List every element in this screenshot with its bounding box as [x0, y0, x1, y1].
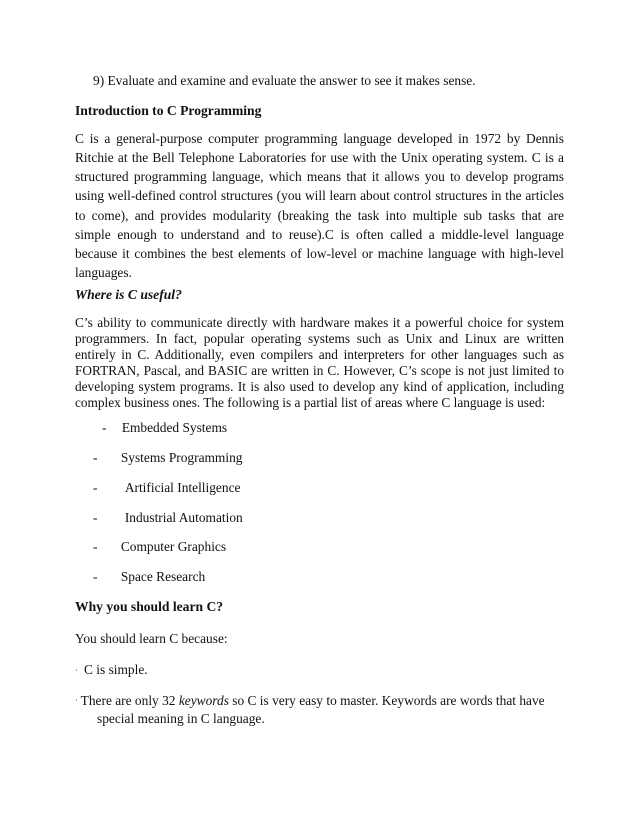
- bullet-dot: ·: [75, 696, 78, 706]
- list-dash: -: [93, 569, 98, 584]
- bullet-dot: ·: [75, 666, 78, 676]
- list-item: [93, 480, 240, 496]
- list-item-label: Embedded Systems: [121, 420, 228, 435]
- list-dash: -: [102, 420, 107, 435]
- keywords-emphasis: keywords: [178, 693, 229, 708]
- reason-simple: [75, 662, 148, 678]
- intro-heading: Introduction to C Programming: [75, 103, 262, 118]
- why-heading: Why you should learn C?: [75, 599, 224, 614]
- list-item-label: Computer Graphics: [120, 539, 227, 554]
- list-dash: -: [93, 480, 98, 495]
- list-item: [102, 420, 227, 436]
- list-item: [93, 450, 242, 466]
- reason-keywords: [75, 692, 564, 728]
- list-item-label: Systems Programming: [120, 450, 243, 465]
- intro-paragraph: C is a general-purpose computer programming language developed in 1972 by Dennis Ritchie at the Bell Telephone Laboratories for use with the Unix operating system. C is a structured programming language, which means that it allows you to develop programs using well-defined control structures (you will learn about control structures in the articles to come), and provides modularity (breaking the task into multiple sub tasks that are simple enough to understand and to reuse).C is often called a middle-level language because it combines the best elements of low-level or machine language with high-level languages.: [75, 131, 564, 281]
- reason-keywords-before: There are only 32: [80, 693, 179, 708]
- useful-paragraph: C’s ability to communicate directly with hardware makes it a powerful choice for system programmers. In fact, popular operating systems such as Unix and Linux are written entirely in C. Additionally, even compilers and interpreters for other languages such as FORTRAN, Pascal, and BASIC are written in C. However, C’s scope is not just limited to developing system programs. It is also used to develop any kind of application, including complex business ones. The following is a partial list of areas where C language is used:: [75, 315, 564, 411]
- list-item: [93, 539, 226, 555]
- list-dash: -: [93, 539, 98, 554]
- reason-keywords-continuation: special meaning in C language.: [97, 711, 265, 727]
- list-item-label: Artificial Intelligence: [124, 480, 241, 495]
- step-9-line: 9) Evaluate and examine and evaluate the answer to see it makes sense.: [93, 73, 476, 88]
- reason-simple-text: C is simple.: [84, 662, 148, 677]
- why-intro: You should learn C because:: [75, 631, 228, 646]
- list-item-label: Space Research: [120, 569, 206, 584]
- useful-heading: Where is C useful?: [75, 287, 182, 302]
- list-item: [93, 569, 205, 585]
- list-item: [93, 510, 243, 526]
- list-item-label: Industrial Automation: [124, 510, 243, 525]
- reason-keywords-after: so C is very easy to master. Keywords are words that have: [228, 693, 545, 708]
- list-dash: -: [93, 510, 98, 525]
- list-dash: -: [93, 450, 98, 465]
